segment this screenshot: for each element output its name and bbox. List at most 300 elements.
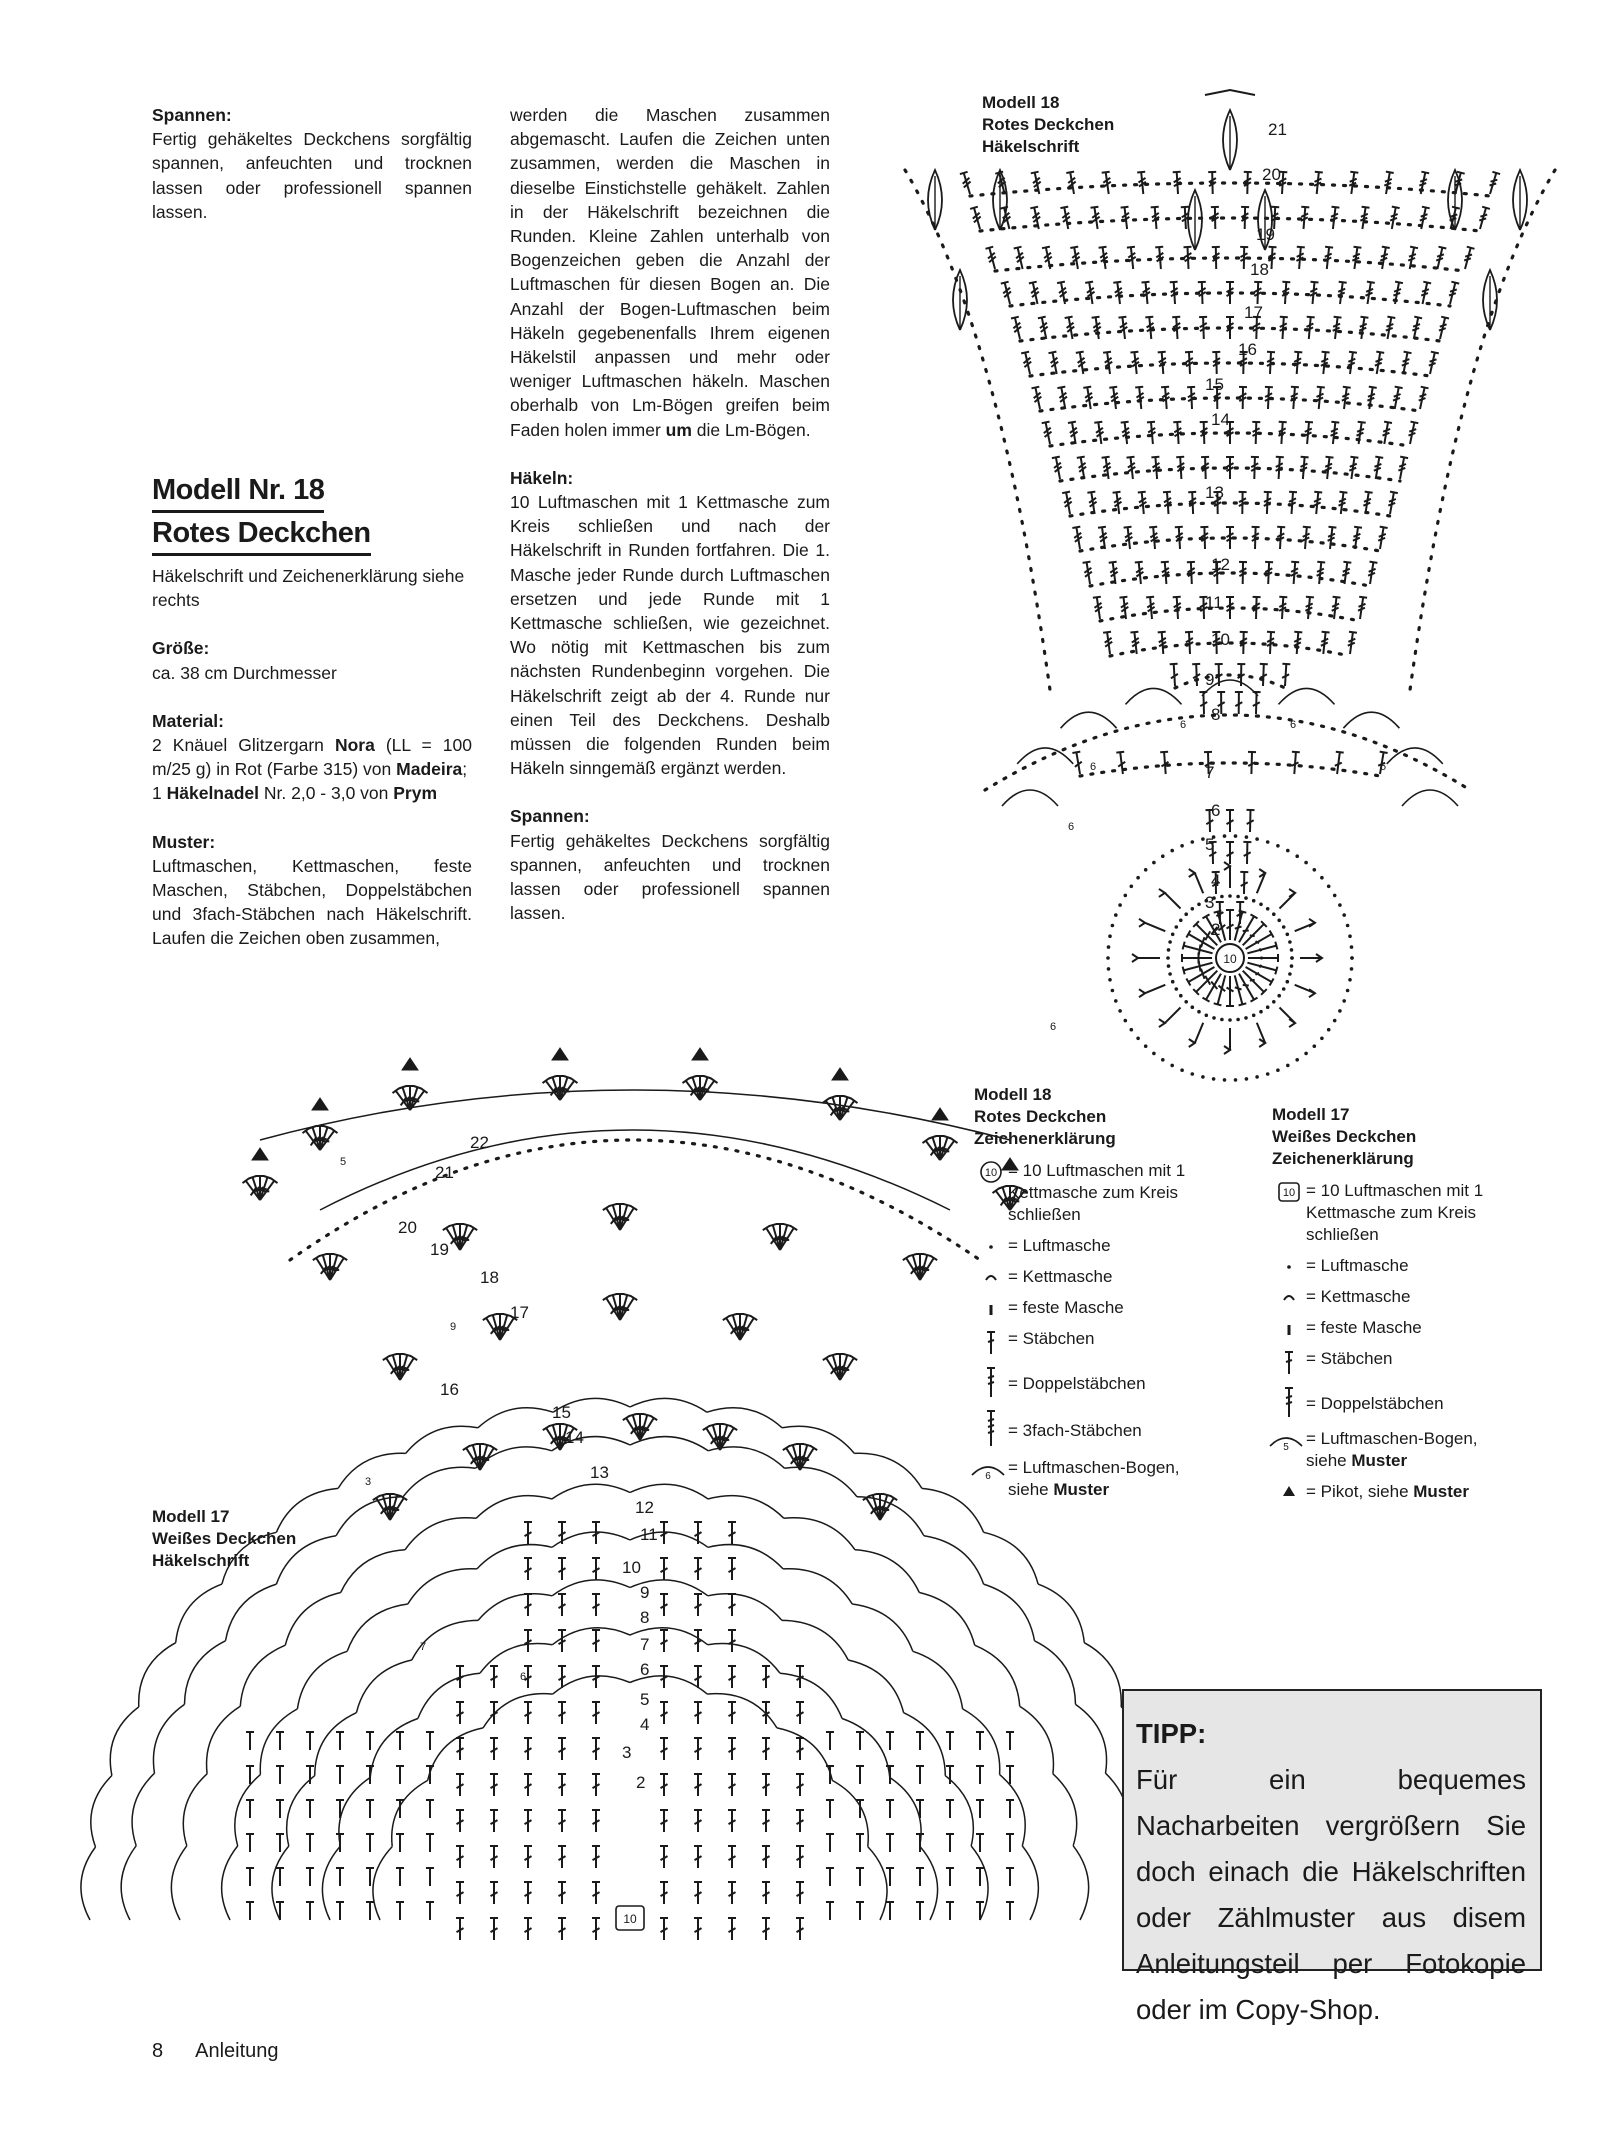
round-number: 6 bbox=[640, 1660, 650, 1679]
stitch-top-mark bbox=[789, 1444, 797, 1446]
round-number: 8 bbox=[1211, 705, 1221, 724]
stitch-top-mark bbox=[986, 247, 994, 249]
stitch-top-mark bbox=[1065, 317, 1073, 318]
stitch-bar-mark bbox=[1358, 608, 1365, 611]
stitch-bar-mark bbox=[1379, 534, 1386, 537]
stitch-top-mark bbox=[829, 1096, 837, 1099]
picot-mark bbox=[312, 1098, 328, 1110]
legend17-muster: Muster bbox=[1413, 1482, 1469, 1501]
scallop-mark bbox=[392, 1780, 428, 1846]
round-number: 20 bbox=[1262, 165, 1281, 184]
stitch-top-mark bbox=[1113, 282, 1121, 283]
stitch-bar-mark bbox=[1419, 183, 1426, 186]
material-part: ; bbox=[462, 759, 468, 780]
stitch-top-mark bbox=[929, 1136, 937, 1139]
stitch-top-mark bbox=[709, 1424, 717, 1426]
chain-dot bbox=[1220, 895, 1224, 899]
stitch-top-mark bbox=[1277, 527, 1285, 528]
chain-dot bbox=[1272, 912, 1276, 916]
scallop-mark bbox=[1053, 1774, 1077, 1846]
round-number: 16 bbox=[440, 1380, 459, 1399]
round-number: 3 bbox=[1205, 893, 1215, 912]
legend17-text: = feste Masche bbox=[1306, 1318, 1422, 1337]
stitch-bar-mark bbox=[1353, 254, 1360, 257]
scallop-mark bbox=[552, 1484, 630, 1499]
chain-dot bbox=[1295, 854, 1299, 858]
muster-um: um bbox=[665, 419, 692, 440]
stitch-top-mark bbox=[1336, 752, 1344, 753]
legend17-text-part: = Luftmaschen-Bogen, siehe bbox=[1306, 1429, 1478, 1470]
chain-dot bbox=[1252, 1014, 1256, 1018]
stitch-top-mark bbox=[1183, 967, 1185, 975]
stitch-top-mark bbox=[249, 1176, 257, 1179]
scallop-mark bbox=[854, 1453, 922, 1488]
chain-dot bbox=[1180, 844, 1184, 848]
chain-dot bbox=[1259, 903, 1263, 907]
stitch-top-mark bbox=[1384, 422, 1392, 423]
stitch-top-mark bbox=[399, 1086, 407, 1089]
legend18-center-num: 10 bbox=[984, 1167, 998, 1179]
chain-dot bbox=[1228, 894, 1232, 898]
stitch-bar-mark bbox=[1367, 398, 1374, 401]
scallop-mark bbox=[171, 1846, 186, 1920]
stitch-bar-mark bbox=[1243, 931, 1249, 932]
crochet-chart-modell-18 bbox=[880, 80, 1580, 1090]
scallop-mark bbox=[855, 1550, 919, 1593]
scallop-mark bbox=[708, 1545, 783, 1569]
legend18-text: = Stäbchen bbox=[1008, 1329, 1095, 1348]
stitch-top-mark bbox=[1289, 492, 1297, 493]
chain-row-mark bbox=[970, 183, 1490, 196]
scallop-mark bbox=[320, 1130, 950, 1210]
chain-dot bbox=[1228, 1018, 1232, 1022]
stitch-top-mark bbox=[1070, 247, 1078, 248]
stitch-bar-mark bbox=[1419, 398, 1426, 401]
stitch-top-mark bbox=[1301, 457, 1309, 458]
chain-dot bbox=[1179, 994, 1183, 998]
stitch-top-mark bbox=[1042, 422, 1050, 424]
center-number: 10 bbox=[1223, 952, 1237, 966]
stitch-top-mark bbox=[1294, 352, 1302, 353]
chain-dot bbox=[1327, 1028, 1331, 1032]
chain-dot bbox=[1290, 964, 1294, 968]
chain-dot bbox=[1348, 934, 1352, 938]
stitch-top-mark bbox=[393, 1494, 401, 1496]
legend18-item bbox=[974, 1266, 1204, 1288]
stitch-top-mark bbox=[1349, 352, 1357, 353]
fan-mark bbox=[1159, 1008, 1181, 1028]
chain-dot bbox=[1118, 903, 1122, 907]
chain-dot bbox=[1111, 924, 1115, 928]
chain-dot bbox=[1286, 849, 1290, 853]
stitch-top-mark bbox=[1482, 207, 1490, 209]
stitch-bar-mark bbox=[1378, 538, 1385, 541]
stitch-top-mark bbox=[1042, 247, 1050, 249]
stitch-bar-mark bbox=[1390, 218, 1397, 221]
stitch-top-mark bbox=[1172, 317, 1180, 318]
stitch-top-mark bbox=[1021, 352, 1029, 354]
stitch-top-mark bbox=[1354, 247, 1362, 248]
chain-dot bbox=[1266, 907, 1270, 911]
scallop-mark bbox=[1073, 1846, 1088, 1920]
stitch-top-mark bbox=[803, 1444, 811, 1446]
scallop-mark bbox=[1402, 790, 1458, 806]
stitch-top-mark bbox=[319, 1254, 327, 1256]
scallop-mark bbox=[408, 1569, 477, 1604]
stitch-top-mark bbox=[1151, 207, 1159, 208]
stitch-bar-mark bbox=[1235, 927, 1242, 929]
legend18-title-line: Rotes Deckchen bbox=[974, 1107, 1107, 1126]
ring-circle-icon bbox=[977, 1160, 1005, 1184]
chain-dot bbox=[1313, 868, 1317, 872]
scallop-mark bbox=[920, 1846, 938, 1920]
stitch-bar-mark bbox=[1391, 214, 1398, 217]
stitch-bar-mark bbox=[1357, 429, 1364, 432]
chain-dot bbox=[1348, 978, 1352, 982]
stitch-top-mark bbox=[1066, 172, 1074, 173]
chain-dot bbox=[1304, 861, 1308, 865]
chain-dot bbox=[1276, 844, 1280, 848]
chain-row-mark bbox=[1410, 170, 1555, 690]
stitch-top-mark bbox=[1062, 492, 1070, 494]
round-number: 14 bbox=[1211, 410, 1230, 429]
stitch-top-mark bbox=[1317, 562, 1325, 563]
arc-count: 5 bbox=[340, 1156, 347, 1168]
picot-triangle-icon bbox=[1279, 1481, 1299, 1501]
stitch-top-mark bbox=[1386, 172, 1394, 173]
chain-dot bbox=[1290, 948, 1294, 952]
chain-dot bbox=[1166, 956, 1170, 960]
stitch-bar-mark bbox=[1412, 328, 1419, 331]
stitch-top-mark bbox=[1421, 387, 1429, 389]
chain-dot bbox=[1266, 1005, 1270, 1009]
stitch-bar-mark bbox=[1465, 255, 1472, 257]
stitch-bar-mark bbox=[1349, 468, 1356, 471]
stitch-bar-mark bbox=[1490, 184, 1497, 186]
stitch-top-mark bbox=[1113, 492, 1121, 493]
stitch-top-mark bbox=[1109, 387, 1117, 388]
legend17-title-line: Modell 17 bbox=[1272, 1105, 1350, 1124]
scallop-mark bbox=[782, 1620, 848, 1660]
scallop-mark bbox=[153, 1704, 184, 1773]
round-number: 2 bbox=[636, 1773, 646, 1792]
chain-stitch-icon bbox=[981, 1235, 1001, 1255]
page-number: 8 bbox=[152, 2040, 164, 2062]
scallop-mark bbox=[276, 1488, 338, 1532]
chain-dot bbox=[1338, 1009, 1342, 1013]
stitch-top-mark bbox=[1350, 172, 1358, 173]
round-number: 11 bbox=[1205, 593, 1223, 612]
muster-continued bbox=[510, 103, 830, 442]
stitch-top-mark bbox=[1361, 317, 1369, 318]
scallop-mark bbox=[984, 1532, 1039, 1584]
round-number: 14 bbox=[565, 1428, 584, 1447]
chain-dot bbox=[1252, 899, 1256, 903]
stitch-top-mark bbox=[1158, 352, 1166, 353]
chain-dot bbox=[1144, 1044, 1148, 1048]
stitch-top-mark bbox=[1163, 492, 1171, 493]
chain-dot bbox=[1191, 840, 1195, 844]
stitch-top-mark bbox=[389, 1354, 397, 1356]
scallop-mark bbox=[552, 1532, 630, 1547]
round-number: 10 bbox=[1211, 630, 1230, 649]
stitch-bar-mark bbox=[1348, 359, 1355, 362]
arc-count: 6 bbox=[1050, 1021, 1057, 1033]
stitch-bar-mark bbox=[1464, 258, 1471, 260]
legend18-item bbox=[974, 1235, 1204, 1257]
stitch-top-mark bbox=[1173, 597, 1181, 598]
round-number: 18 bbox=[480, 1268, 499, 1287]
stitch-top-mark bbox=[1441, 317, 1449, 319]
slip-stitch-icon bbox=[1279, 1286, 1299, 1306]
fan-mark bbox=[1295, 985, 1315, 997]
legend18-item bbox=[974, 1328, 1204, 1356]
stitch-top-mark bbox=[1170, 282, 1178, 283]
stitch-top-mark bbox=[1411, 422, 1419, 424]
stitch-bar-mark bbox=[1491, 180, 1498, 182]
chain-dot bbox=[1168, 972, 1172, 976]
legend18-title bbox=[974, 1084, 1204, 1150]
chain-dot bbox=[1168, 940, 1172, 944]
stitch-top-mark bbox=[1149, 527, 1157, 528]
stitch-top-mark bbox=[1404, 352, 1412, 354]
chain-dot bbox=[1111, 989, 1115, 993]
picot-mark bbox=[832, 1068, 848, 1080]
scallop-mark bbox=[276, 1536, 336, 1584]
chain-dot bbox=[1288, 972, 1292, 976]
stitch-top-mark bbox=[449, 1224, 457, 1226]
legend17-arc-num: 5 bbox=[1283, 1442, 1289, 1453]
scallop-mark bbox=[848, 1660, 903, 1713]
tipp-box bbox=[1122, 1689, 1542, 2025]
chain-dot bbox=[1350, 967, 1354, 971]
round-number: 22 bbox=[470, 1133, 489, 1152]
stitch-top-mark bbox=[944, 1136, 952, 1139]
scallop-mark bbox=[185, 1641, 226, 1705]
stitch-top-mark bbox=[1161, 387, 1169, 388]
stitch-top-mark bbox=[1147, 422, 1155, 423]
chain-dot bbox=[1255, 837, 1259, 841]
stitch-top-mark bbox=[414, 1086, 422, 1089]
stitch-bar-mark bbox=[1366, 289, 1373, 292]
legend18-item bbox=[974, 1160, 1204, 1226]
chain-dot bbox=[1175, 925, 1179, 929]
stitch-top-mark bbox=[1492, 172, 1500, 174]
stitch-mark bbox=[1247, 946, 1276, 954]
stitch-bar-mark bbox=[1449, 293, 1456, 295]
stitch-bar-mark bbox=[1339, 503, 1346, 506]
stitch-top-mark bbox=[1301, 207, 1309, 208]
chain-dot bbox=[1277, 919, 1281, 923]
scallop-mark bbox=[984, 1584, 1035, 1641]
stitch-top-mark bbox=[1094, 422, 1102, 423]
chain-dot bbox=[1179, 919, 1183, 923]
stitch-bar-mark bbox=[1364, 499, 1371, 502]
chain-dot bbox=[1108, 934, 1112, 938]
stitch-top-mark bbox=[1109, 562, 1117, 563]
arc-count: 3 bbox=[365, 1476, 372, 1488]
stitch-bar-mark bbox=[1383, 429, 1390, 432]
stitch-top-mark bbox=[1083, 387, 1091, 388]
stitch-top-mark bbox=[623, 1294, 631, 1296]
round-number: 7 bbox=[1205, 763, 1215, 782]
stitch-top-mark bbox=[1314, 492, 1322, 493]
stitch-bar-mark bbox=[1394, 394, 1401, 397]
stitch-mark bbox=[1243, 924, 1264, 945]
stitch-bar-mark bbox=[1399, 464, 1406, 467]
stitch-top-mark bbox=[1291, 387, 1299, 388]
legend18-text: = Doppelstäbchen bbox=[1008, 1374, 1146, 1393]
chain-dot bbox=[1277, 994, 1281, 998]
round-number: 12 bbox=[635, 1498, 654, 1517]
scallop-mark bbox=[777, 1728, 832, 1781]
scallop-mark bbox=[207, 1706, 241, 1774]
round-number: 9 bbox=[640, 1583, 650, 1602]
stitch-top-mark bbox=[1121, 422, 1129, 423]
stitch-mark bbox=[1184, 963, 1213, 971]
chain-dot bbox=[1180, 1068, 1184, 1072]
stitch-top-mark bbox=[1146, 597, 1154, 598]
stitch-top-mark bbox=[1282, 664, 1290, 665]
chain-dot bbox=[1342, 913, 1346, 917]
chain-dot bbox=[1245, 1077, 1249, 1081]
stitch-bar-mark bbox=[1403, 359, 1410, 362]
stitch-bar-mark bbox=[1450, 289, 1457, 291]
stitch-bar-mark bbox=[1408, 258, 1415, 261]
stitch-mark bbox=[1184, 946, 1213, 954]
stitch-top-mark bbox=[563, 1424, 571, 1426]
scallop-mark bbox=[963, 1709, 1000, 1775]
chain-dot bbox=[1286, 1064, 1290, 1068]
stitch-bar-mark bbox=[1384, 183, 1391, 186]
stitch-top-mark bbox=[1127, 247, 1135, 248]
scallop-mark bbox=[1076, 1704, 1107, 1773]
chain-dot bbox=[1197, 1010, 1201, 1014]
stitch-top-mark bbox=[1354, 527, 1362, 528]
stitch-top-mark bbox=[564, 1076, 572, 1079]
stitch-bar-mark bbox=[1361, 214, 1368, 217]
stitch-top-mark bbox=[1091, 207, 1099, 208]
stitch-bar-mark bbox=[1420, 394, 1427, 397]
chain-dot bbox=[1290, 956, 1294, 960]
scallop-mark bbox=[975, 1645, 1020, 1706]
chain-dot bbox=[1144, 868, 1148, 872]
round-number: 13 bbox=[1205, 483, 1224, 502]
chain-dot bbox=[1272, 1000, 1276, 1004]
stitch-top-mark bbox=[1365, 492, 1373, 493]
center-number: 10 bbox=[623, 1912, 637, 1926]
stitch-top-mark bbox=[1052, 457, 1060, 459]
chain-arc-icon bbox=[968, 1457, 1008, 1483]
spannen-text-2: Fertig gehäkeltes Deckchens sorgfältig spannen, anfeuchten und trocknen lassen oder professionell spannen lassen. bbox=[510, 830, 830, 924]
spannen-heading: Spannen: bbox=[152, 105, 232, 125]
stitch-top-mark bbox=[1102, 457, 1110, 458]
chain-row-mark bbox=[905, 170, 1050, 690]
stitch-bar-mark bbox=[1436, 258, 1443, 260]
stitch-bar-mark bbox=[1393, 293, 1400, 296]
stitch-bar-mark bbox=[1422, 289, 1429, 292]
stitch-top-mark bbox=[1421, 172, 1429, 174]
round-number: 10 bbox=[622, 1558, 641, 1577]
chain-dot bbox=[1342, 999, 1346, 1003]
round-number: 15 bbox=[552, 1403, 571, 1422]
chain-dot bbox=[1108, 978, 1112, 982]
stitch-top-mark bbox=[1311, 282, 1319, 283]
stitch-top-mark bbox=[1452, 207, 1460, 209]
chain-dot bbox=[1107, 967, 1111, 971]
scallop-mark bbox=[783, 1569, 852, 1604]
stitch-bar-mark bbox=[1359, 328, 1366, 331]
stitch-mark bbox=[1239, 974, 1254, 1000]
chain-dot bbox=[1223, 834, 1227, 838]
scallop-mark bbox=[139, 1643, 176, 1707]
chain-dot bbox=[1161, 1058, 1165, 1062]
chain-dot bbox=[1124, 894, 1128, 898]
scallop-mark bbox=[285, 1593, 340, 1646]
stitch-bar-mark bbox=[1199, 945, 1201, 956]
scallop-mark bbox=[222, 1532, 277, 1584]
scallop-mark bbox=[480, 1643, 552, 1673]
stitch-top-mark bbox=[1359, 597, 1367, 598]
material-nora: Nora bbox=[334, 735, 375, 756]
stitch-top-mark bbox=[769, 1224, 777, 1226]
chain-dot bbox=[1197, 903, 1201, 907]
chain-dot bbox=[1167, 948, 1171, 952]
chain-dot bbox=[1152, 861, 1156, 865]
chain-dot bbox=[1244, 1016, 1248, 1020]
treble-crochet-icon bbox=[981, 1365, 1001, 1399]
stitch-top-mark bbox=[1092, 317, 1100, 318]
stitch-top-mark bbox=[1362, 207, 1370, 208]
stitch-top-mark bbox=[783, 1224, 791, 1226]
scallop-mark bbox=[338, 1453, 406, 1488]
stitch-top-mark bbox=[1329, 527, 1337, 528]
tipp-text: Für ein bequemes Nacharbeiten vergrößern Sie doch einach die Häkelschriften oder Zählmuster aus disem Anleitungsteil per Fotokopie oder im Copy-Shop. bbox=[1136, 1764, 1526, 2025]
stitch-top-mark bbox=[1057, 282, 1065, 284]
stitch-top-mark bbox=[1077, 457, 1085, 458]
legend17-item bbox=[1272, 1348, 1512, 1376]
stitch-top-mark bbox=[1369, 387, 1377, 388]
scallop-mark bbox=[403, 1467, 476, 1497]
arc-count: 6 bbox=[1290, 719, 1297, 731]
stitch-top-mark bbox=[1130, 632, 1138, 633]
tip-mark bbox=[1205, 90, 1255, 95]
stitch-top-mark bbox=[960, 172, 968, 174]
legend17-item bbox=[1272, 1385, 1512, 1419]
stitch-top-mark bbox=[1127, 457, 1135, 458]
legend18-text: = feste Masche bbox=[1008, 1298, 1124, 1317]
stitch-top-mark bbox=[1331, 422, 1339, 423]
fig18-label-line: Modell 18 bbox=[982, 93, 1060, 112]
stitch-top-mark bbox=[829, 1354, 837, 1356]
legend17-title-line: Zeichenerklärung bbox=[1272, 1149, 1414, 1168]
stitch-top-mark bbox=[909, 1254, 917, 1256]
stitch-bar-mark bbox=[1348, 363, 1355, 366]
material-part: (LL = 100 m/25 g) in Rot (Farbe 315) von bbox=[152, 735, 472, 780]
double-crochet-icon bbox=[1279, 1348, 1299, 1376]
chain-dot bbox=[1205, 1014, 1209, 1018]
stitch-top-mark bbox=[379, 1494, 387, 1496]
stitch-top-mark bbox=[1451, 282, 1459, 284]
stitch-bar-mark bbox=[1409, 429, 1416, 432]
stitch-top-mark bbox=[1380, 527, 1388, 528]
legend18-text bbox=[1008, 1457, 1204, 1501]
chain-dot bbox=[1244, 896, 1248, 900]
round-number: 15 bbox=[1205, 375, 1224, 394]
legend17-text: = Stäbchen bbox=[1306, 1349, 1393, 1368]
stitch-top-mark bbox=[483, 1444, 491, 1446]
chain-dot bbox=[1346, 989, 1350, 993]
